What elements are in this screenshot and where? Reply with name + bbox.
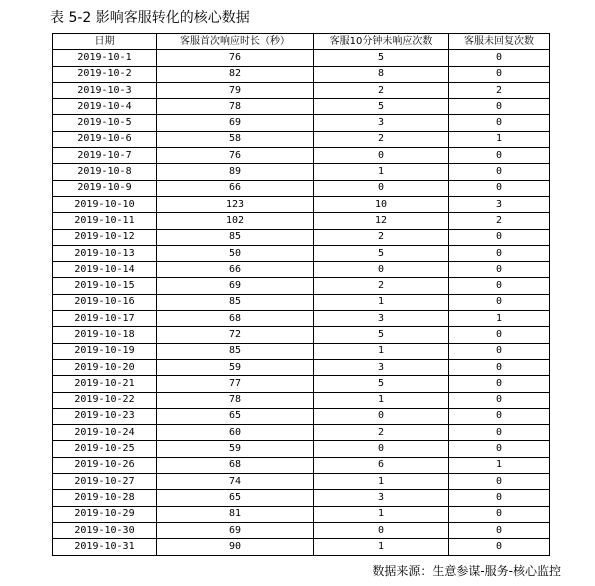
cell-no-reply-count: 1 (449, 457, 550, 473)
cell-first-response-time: 60 (157, 425, 314, 441)
cell-10min-no-response-count: 0 (314, 522, 449, 538)
cell-no-reply-count: 0 (449, 294, 550, 310)
cell-first-response-time: 68 (157, 457, 314, 473)
cell-first-response-time: 74 (157, 474, 314, 490)
cell-10min-no-response-count: 12 (314, 213, 449, 229)
table-row (53, 408, 550, 424)
cell-no-reply-count: 0 (449, 343, 550, 359)
cell-no-reply-count: 0 (449, 327, 550, 343)
cell-first-response-time: 69 (157, 278, 314, 294)
cell-no-reply-count: 2 (449, 213, 550, 229)
cell-10min-no-response-count: 5 (314, 376, 449, 392)
cell-no-reply-count: 0 (449, 425, 550, 441)
header-first-response-time: 客服首次响应时长（秒） (157, 34, 314, 50)
cell-no-reply-count: 0 (449, 66, 550, 82)
cell-first-response-time: 82 (157, 66, 314, 82)
table-row (53, 196, 550, 212)
cell-10min-no-response-count: 0 (314, 180, 449, 196)
cell-10min-no-response-count: 0 (314, 441, 449, 457)
table-row (53, 539, 550, 555)
table-row (53, 99, 550, 115)
table-row (53, 294, 550, 310)
cell-no-reply-count: 0 (449, 148, 550, 164)
cell-10min-no-response-count: 0 (314, 148, 449, 164)
cell-date: 2019-10-27 (53, 474, 157, 490)
cell-date: 2019-10-20 (53, 359, 157, 375)
cell-first-response-time: 78 (157, 99, 314, 115)
cell-no-reply-count: 0 (449, 50, 550, 66)
cell-date: 2019-10-11 (53, 213, 157, 229)
cell-10min-no-response-count: 5 (314, 327, 449, 343)
table-row (53, 245, 550, 261)
cell-first-response-time: 59 (157, 441, 314, 457)
cell-no-reply-count: 2 (449, 82, 550, 98)
table-body (53, 50, 550, 555)
cell-date: 2019-10-4 (53, 99, 157, 115)
cell-no-reply-count: 0 (449, 441, 550, 457)
cell-10min-no-response-count: 1 (314, 474, 449, 490)
table-row (53, 425, 550, 441)
cell-first-response-time: 85 (157, 343, 314, 359)
cell-10min-no-response-count: 6 (314, 457, 449, 473)
cell-10min-no-response-count: 0 (314, 408, 449, 424)
cell-date: 2019-10-17 (53, 311, 157, 327)
cell-no-reply-count: 0 (449, 164, 550, 180)
cell-date: 2019-10-24 (53, 425, 157, 441)
cell-first-response-time: 66 (157, 262, 314, 278)
cell-no-reply-count: 0 (449, 278, 550, 294)
cell-date: 2019-10-10 (53, 196, 157, 212)
cell-first-response-time: 79 (157, 82, 314, 98)
cell-date: 2019-10-3 (53, 82, 157, 98)
cell-10min-no-response-count: 1 (314, 343, 449, 359)
cell-date: 2019-10-28 (53, 490, 157, 506)
cell-no-reply-count: 0 (449, 474, 550, 490)
cell-first-response-time: 69 (157, 115, 314, 131)
table-row (53, 327, 550, 343)
cell-date: 2019-10-23 (53, 408, 157, 424)
cell-no-reply-count: 0 (449, 490, 550, 506)
cell-no-reply-count: 0 (449, 539, 550, 555)
core-data-table (52, 33, 550, 556)
table-row (53, 213, 550, 229)
cell-date: 2019-10-19 (53, 343, 157, 359)
cell-10min-no-response-count: 3 (314, 311, 449, 327)
cell-no-reply-count: 0 (449, 359, 550, 375)
cell-10min-no-response-count: 1 (314, 392, 449, 408)
cell-date: 2019-10-5 (53, 115, 157, 131)
table-row (53, 278, 550, 294)
cell-10min-no-response-count: 3 (314, 359, 449, 375)
cell-no-reply-count: 0 (449, 262, 550, 278)
cell-first-response-time: 76 (157, 50, 314, 66)
cell-date: 2019-10-15 (53, 278, 157, 294)
cell-first-response-time: 65 (157, 408, 314, 424)
table-row (53, 474, 550, 490)
cell-no-reply-count: 0 (449, 522, 550, 538)
cell-no-reply-count: 0 (449, 408, 550, 424)
cell-first-response-time: 72 (157, 327, 314, 343)
cell-10min-no-response-count: 3 (314, 490, 449, 506)
cell-date: 2019-10-1 (53, 50, 157, 66)
cell-first-response-time: 85 (157, 294, 314, 310)
cell-date: 2019-10-26 (53, 457, 157, 473)
cell-first-response-time: 68 (157, 311, 314, 327)
cell-no-reply-count: 0 (449, 229, 550, 245)
table-row (53, 343, 550, 359)
cell-10min-no-response-count: 8 (314, 66, 449, 82)
table-row (53, 441, 550, 457)
cell-date: 2019-10-6 (53, 131, 157, 147)
cell-date: 2019-10-31 (53, 539, 157, 555)
cell-date: 2019-10-18 (53, 327, 157, 343)
table-row (53, 522, 550, 538)
table-row (53, 148, 550, 164)
table-row (53, 392, 550, 408)
cell-10min-no-response-count: 0 (314, 262, 449, 278)
header-date: 日期 (53, 34, 157, 50)
cell-first-response-time: 89 (157, 164, 314, 180)
cell-first-response-time: 50 (157, 245, 314, 261)
cell-first-response-time: 85 (157, 229, 314, 245)
data-source-note: 数据来源：生意参谋-服务-核心监控 (372, 564, 561, 578)
table-row (53, 457, 550, 473)
cell-date: 2019-10-29 (53, 506, 157, 522)
table-row (53, 180, 550, 196)
cell-first-response-time: 65 (157, 490, 314, 506)
table-row (53, 359, 550, 375)
cell-date: 2019-10-25 (53, 441, 157, 457)
cell-first-response-time: 59 (157, 359, 314, 375)
cell-10min-no-response-count: 5 (314, 99, 449, 115)
cell-10min-no-response-count: 3 (314, 115, 449, 131)
header-10min-no-response-count: 客服10分钟未响应次数 (314, 34, 449, 50)
table-row (53, 66, 550, 82)
header-row (53, 34, 550, 50)
cell-date: 2019-10-30 (53, 522, 157, 538)
table-row (53, 50, 550, 66)
cell-date: 2019-10-22 (53, 392, 157, 408)
cell-no-reply-count: 0 (449, 99, 550, 115)
table-row (53, 262, 550, 278)
cell-first-response-time: 66 (157, 180, 314, 196)
cell-no-reply-count: 0 (449, 376, 550, 392)
cell-no-reply-count: 0 (449, 180, 550, 196)
table-row (53, 164, 550, 180)
cell-10min-no-response-count: 5 (314, 245, 449, 261)
cell-date: 2019-10-8 (53, 164, 157, 180)
cell-date: 2019-10-21 (53, 376, 157, 392)
cell-no-reply-count: 1 (449, 131, 550, 147)
table-row (53, 131, 550, 147)
cell-first-response-time: 69 (157, 522, 314, 538)
cell-no-reply-count: 0 (449, 245, 550, 261)
cell-10min-no-response-count: 10 (314, 196, 449, 212)
cell-date: 2019-10-12 (53, 229, 157, 245)
cell-no-reply-count: 0 (449, 115, 550, 131)
cell-no-reply-count: 3 (449, 196, 550, 212)
cell-10min-no-response-count: 1 (314, 294, 449, 310)
table-row (53, 311, 550, 327)
cell-no-reply-count: 0 (449, 392, 550, 408)
table-row (53, 229, 550, 245)
cell-date: 2019-10-14 (53, 262, 157, 278)
table-row (53, 376, 550, 392)
cell-10min-no-response-count: 2 (314, 229, 449, 245)
cell-first-response-time: 102 (157, 213, 314, 229)
cell-first-response-time: 123 (157, 196, 314, 212)
cell-10min-no-response-count: 1 (314, 506, 449, 522)
cell-10min-no-response-count: 2 (314, 425, 449, 441)
header-no-reply-count: 客服未回复次数 (449, 34, 550, 50)
cell-date: 2019-10-7 (53, 148, 157, 164)
cell-10min-no-response-count: 1 (314, 539, 449, 555)
cell-no-reply-count: 1 (449, 311, 550, 327)
cell-date: 2019-10-16 (53, 294, 157, 310)
cell-first-response-time: 58 (157, 131, 314, 147)
table-title: 表 5-2 影响客服转化的核心数据 (50, 10, 250, 26)
cell-first-response-time: 78 (157, 392, 314, 408)
cell-10min-no-response-count: 1 (314, 164, 449, 180)
cell-date: 2019-10-13 (53, 245, 157, 261)
cell-first-response-time: 81 (157, 506, 314, 522)
cell-first-response-time: 77 (157, 376, 314, 392)
cell-no-reply-count: 0 (449, 506, 550, 522)
table-header (53, 34, 550, 50)
cell-10min-no-response-count: 5 (314, 50, 449, 66)
cell-date: 2019-10-2 (53, 66, 157, 82)
cell-first-response-time: 76 (157, 148, 314, 164)
table-row (53, 82, 550, 98)
cell-date: 2019-10-9 (53, 180, 157, 196)
cell-10min-no-response-count: 2 (314, 278, 449, 294)
cell-10min-no-response-count: 2 (314, 131, 449, 147)
cell-first-response-time: 90 (157, 539, 314, 555)
table-row (53, 506, 550, 522)
table-row (53, 115, 550, 131)
table-row (53, 490, 550, 506)
cell-10min-no-response-count: 2 (314, 82, 449, 98)
